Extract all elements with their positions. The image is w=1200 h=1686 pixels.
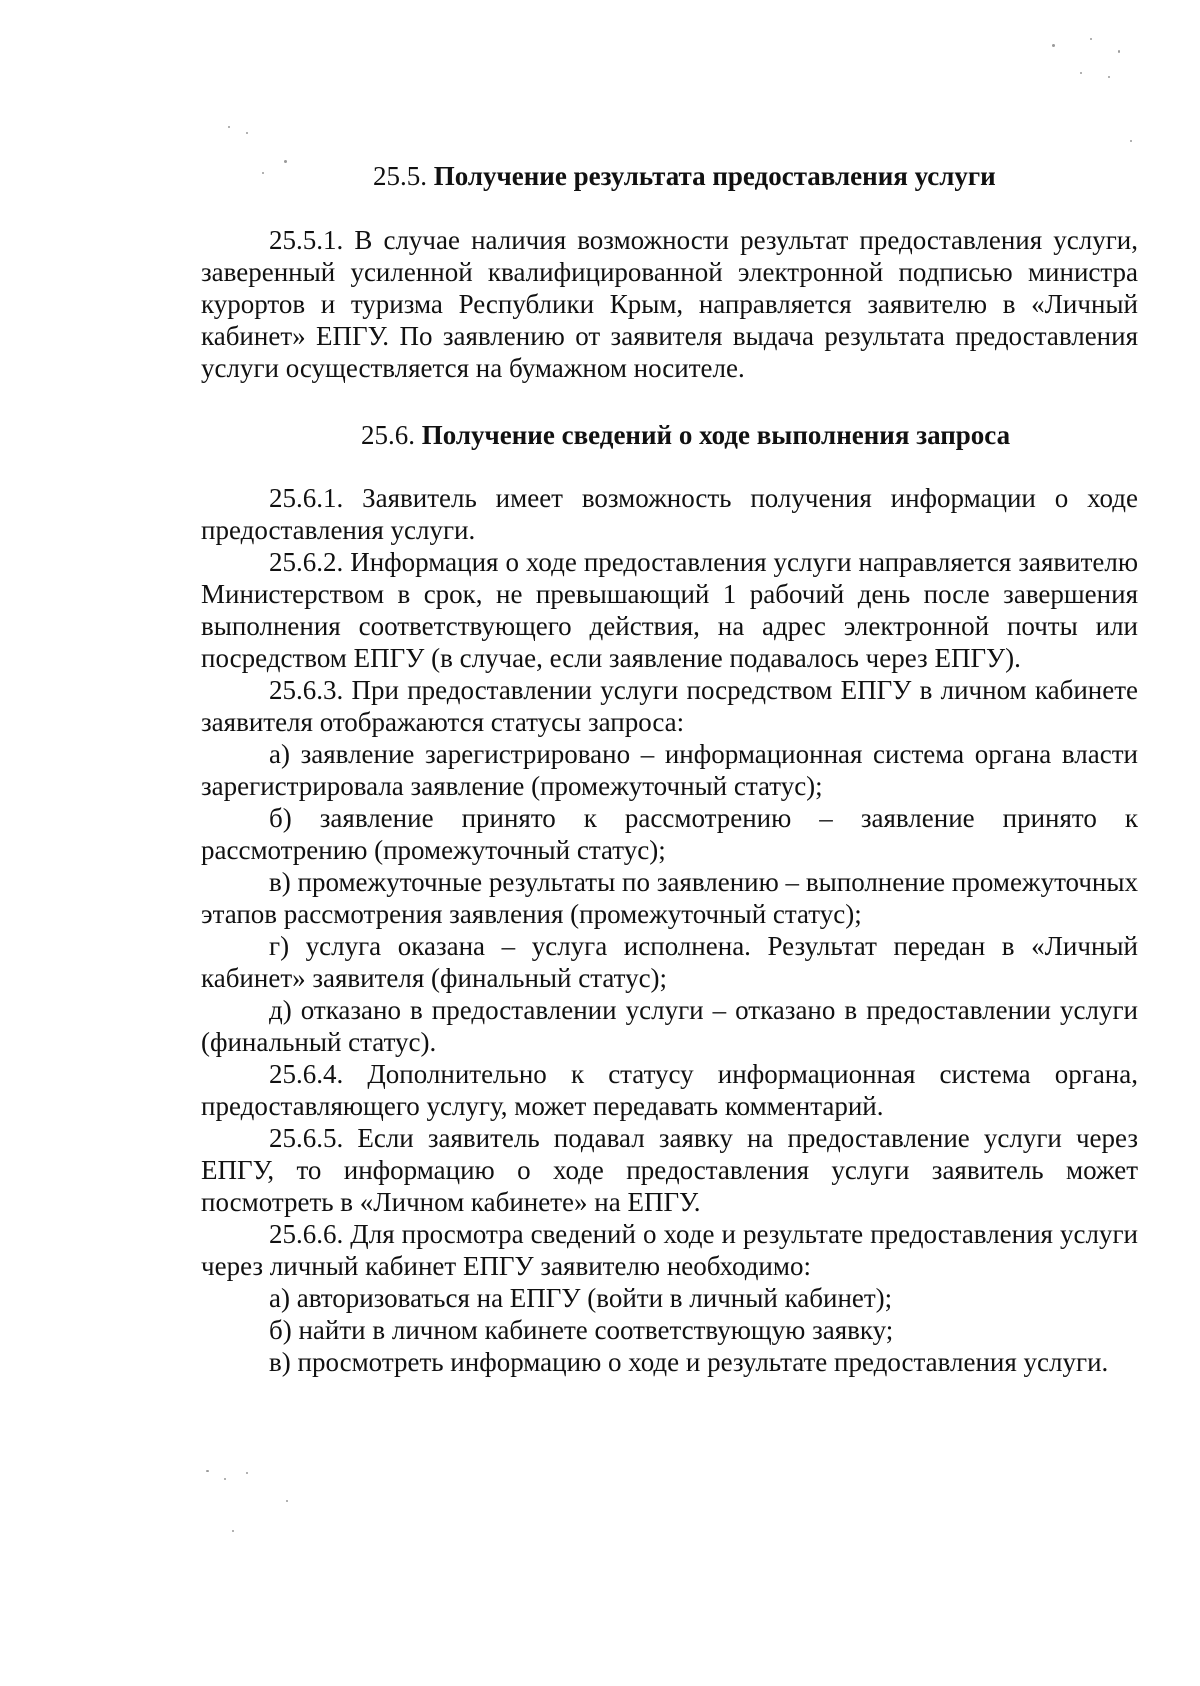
scan-speck xyxy=(1080,72,1082,74)
section-25-5-number: 25.5. xyxy=(373,161,427,191)
scan-speck xyxy=(1052,44,1055,47)
section-25-6-heading xyxy=(361,419,1010,451)
scan-speck xyxy=(284,160,287,163)
paragraph-25-6-3: 25.6.3. При предоставлении услуги посредством ЕПГУ в личном кабинете заявителя отображаются статусы запроса: xyxy=(201,675,1138,737)
scan-speck xyxy=(232,1530,234,1532)
paragraph-25-6-1: 25.6.1. Заявитель имеет возможность получения информации о ходе предоставления услуги. xyxy=(201,483,1138,545)
list-item-status-b: б) заявление принято к рассмотрению – заявление принято к рассмотрению (промежуточный статус); xyxy=(201,803,1138,865)
scan-speck xyxy=(1090,38,1092,40)
section-25-5-body xyxy=(201,224,1138,384)
scan-speck xyxy=(246,1472,248,1474)
list-item-step-b: б) найти в личном кабинете соответствующую заявку; xyxy=(269,1315,894,1345)
list-item-step-a: а) авторизоваться на ЕПГУ (войти в личный кабинет); xyxy=(269,1283,893,1313)
section-25-6-body xyxy=(201,482,1138,1378)
scan-speck xyxy=(224,1478,226,1480)
scan-speck xyxy=(246,132,248,134)
scan-speck xyxy=(1130,140,1132,142)
paragraph-25-6-4: 25.6.4. Дополнительно к статусу информационная система органа, предоставляющего услугу, может передавать комментарий. xyxy=(201,1059,1138,1121)
paragraph-25-5-1: 25.5.1. В случае наличия возможности результат предоставления услуги, заверенный усиленной квалифицированной электронной подписью министра курортов и туризма Республики Крым, направляется заявителю в «Личный кабинет» ЕПГУ. По заявлению от заявителя выдача результата предоставления услуги осуществляется на бумажном носителе. xyxy=(201,225,1138,383)
scan-speck xyxy=(262,172,264,174)
section-25-6-number: 25.6. xyxy=(361,420,415,450)
scan-speck xyxy=(228,126,230,128)
paragraph-25-6-6: 25.6.6. Для просмотра сведений о ходе и результате предоставления услуги через личный кабинет ЕПГУ заявителю необходимо: xyxy=(201,1219,1138,1281)
scan-speck xyxy=(1118,50,1120,53)
list-item-status-a: а) заявление зарегистрировано – информационная система органа власти зарегистрировала заявление (промежуточный статус); xyxy=(201,739,1138,801)
scan-speck xyxy=(1108,76,1110,78)
section-25-6-title: Получение сведений о ходе выполнения запроса xyxy=(421,420,1011,450)
section-25-5-title: Получение результата предоставления услуги xyxy=(433,161,996,191)
list-item-status-v: в) промежуточные результаты по заявлению – выполнение промежуточных этапов рассмотрения заявления (промежуточный статус); xyxy=(201,867,1138,929)
paragraph-25-6-2: 25.6.2. Информация о ходе предоставления услуги направляется заявителю Министерством в срок, не превышающий 1 рабочий день после завершения выполнения соответствующего действия, на адрес электронной почты или посредством ЕПГУ (в случае, если заявление подавалось через ЕПГУ). xyxy=(201,547,1138,673)
list-item-status-g: г) услуга оказана – услуга исполнена. Результат передан в «Личный кабинет» заявителя (финальный статус); xyxy=(201,931,1138,993)
paragraph-25-6-5: 25.6.5. Если заявитель подавал заявку на предоставление услуги через ЕПГУ, то информацию о ходе предоставления услуги заявитель может посмотреть в «Личном кабинете» на ЕПГУ. xyxy=(201,1123,1138,1217)
list-item-step-v: в) просмотреть информацию о ходе и результате предоставления услуги. xyxy=(269,1347,1109,1377)
scan-speck xyxy=(206,1470,209,1472)
scan-speck xyxy=(286,1500,288,1502)
section-25-5-heading xyxy=(373,160,996,192)
list-item-status-d: д) отказано в предоставлении услуги – отказано в предоставлении услуги (финальный статус). xyxy=(201,995,1138,1057)
